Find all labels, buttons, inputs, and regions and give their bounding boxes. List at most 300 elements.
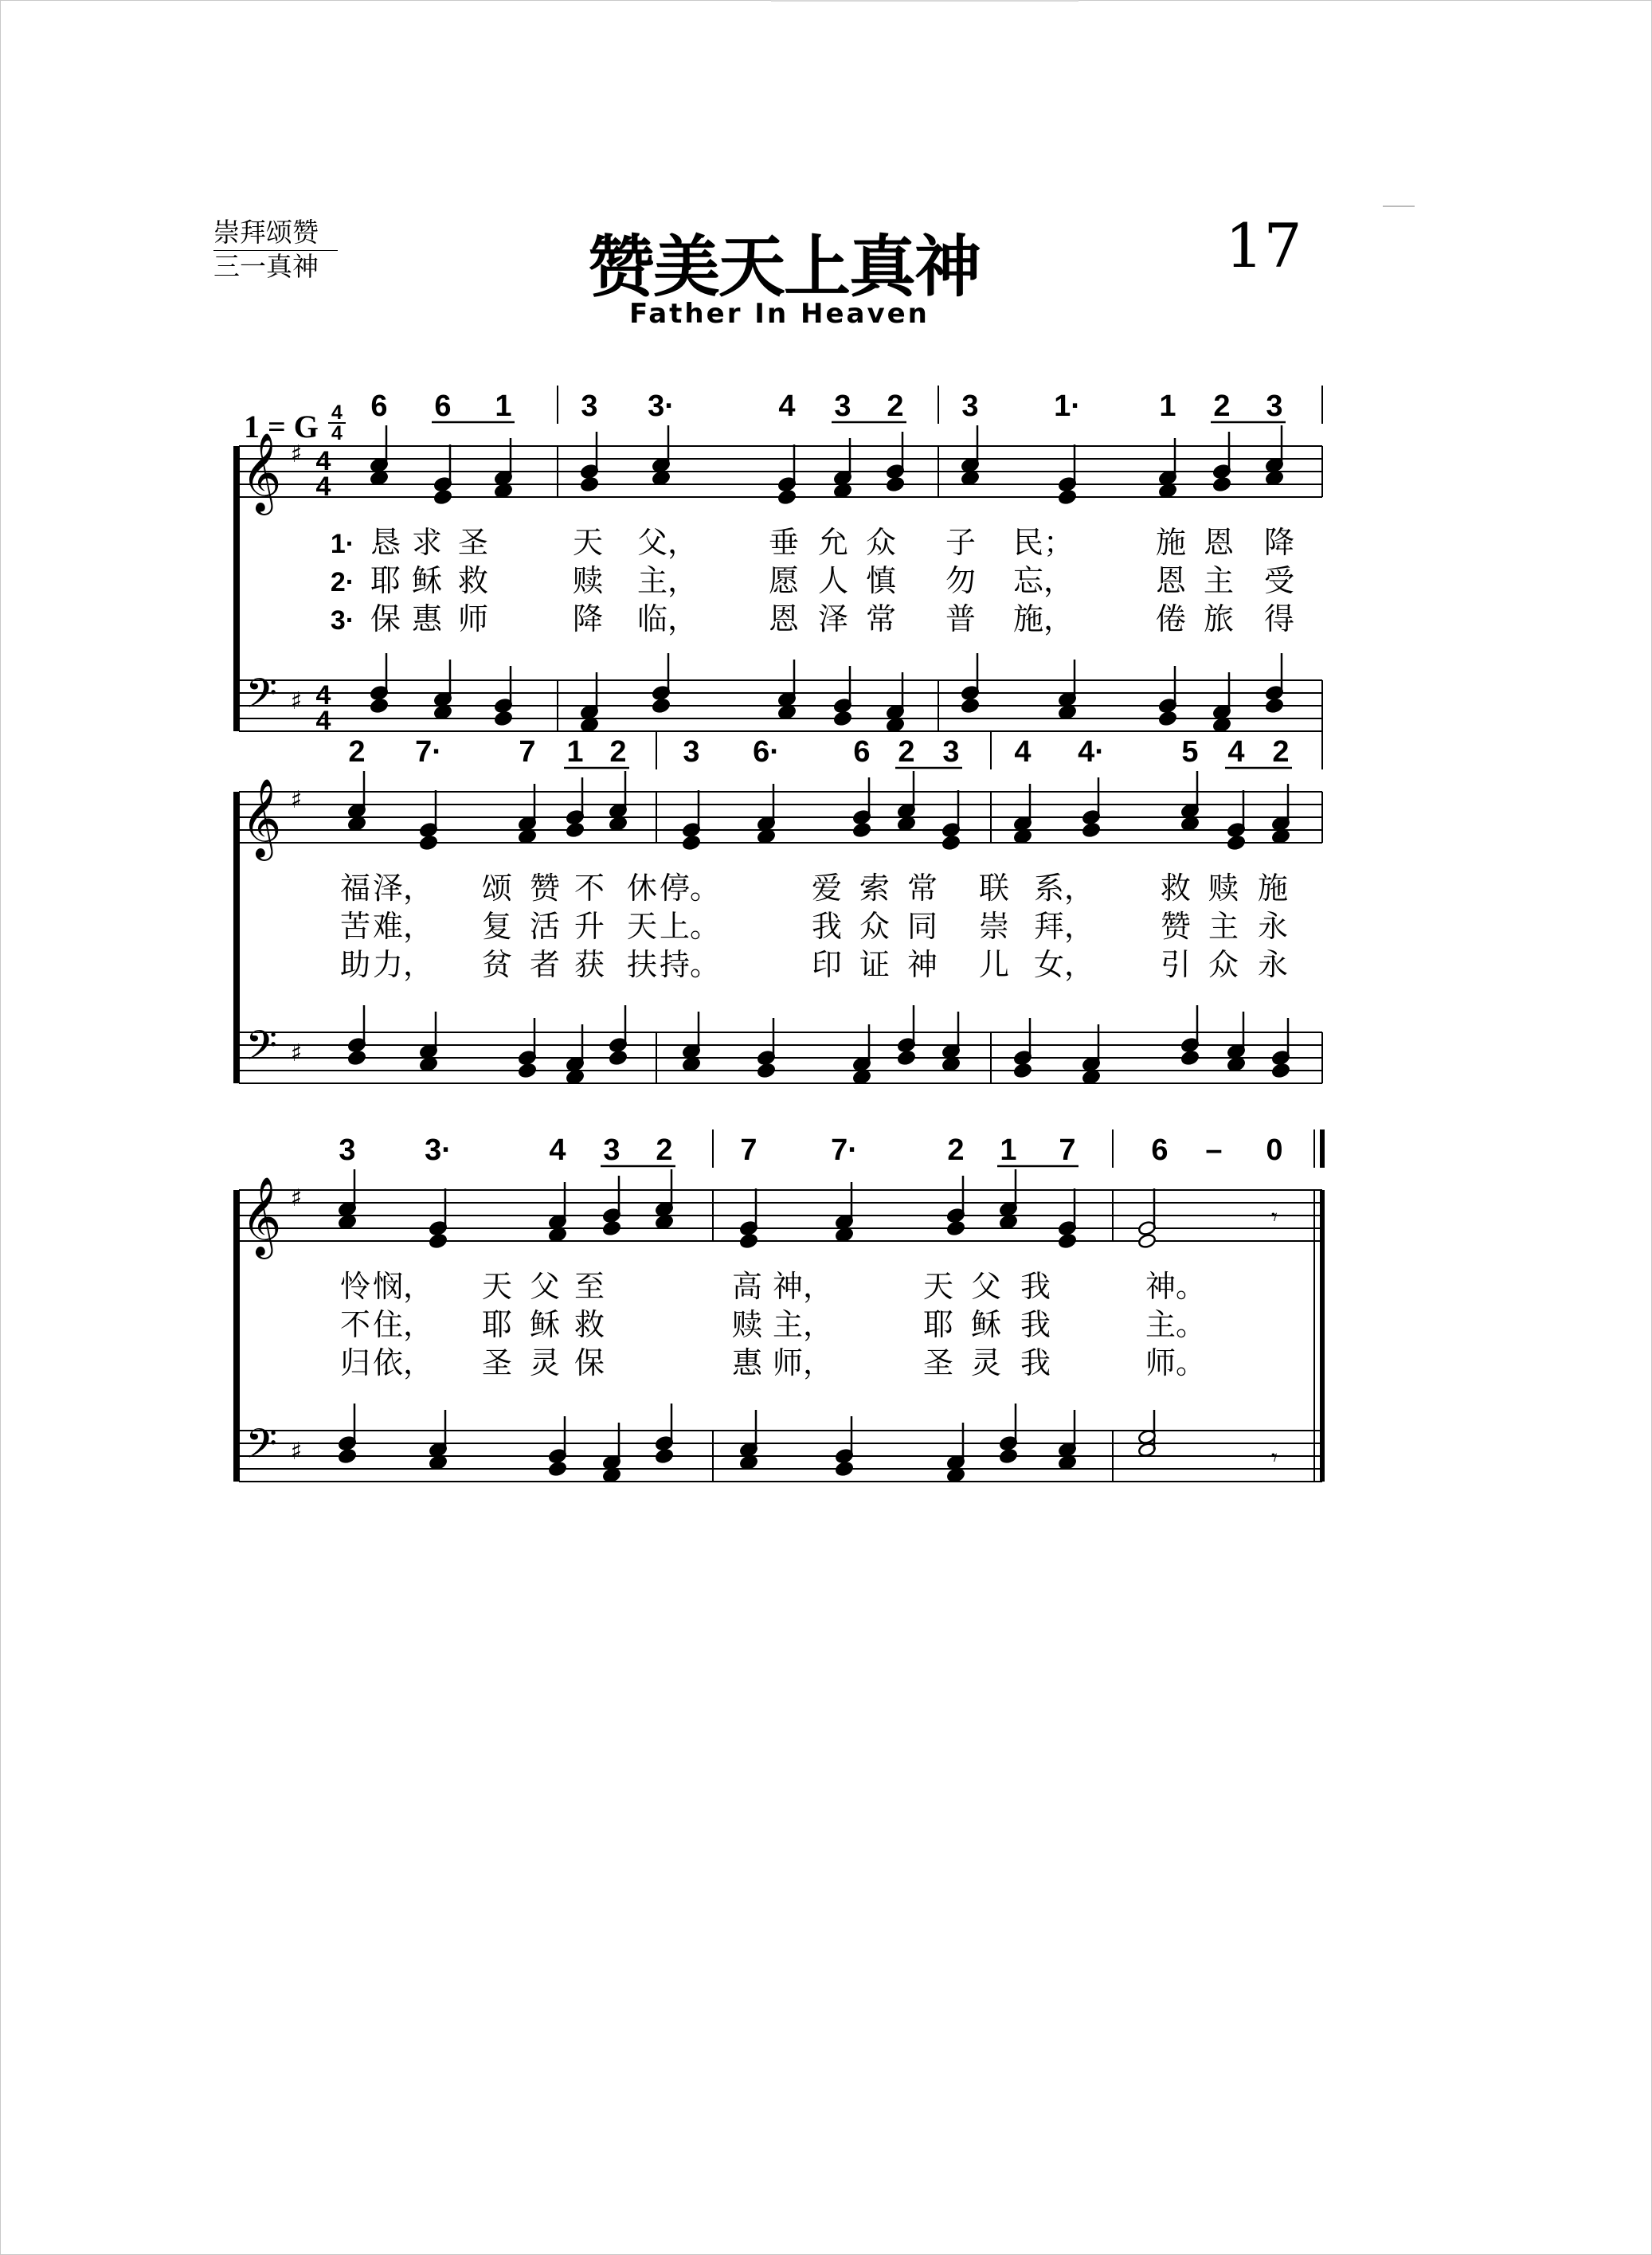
bass-note (946, 1423, 965, 1470)
notehead (494, 483, 513, 499)
bass-chord-note (609, 1050, 628, 1066)
notehead (1227, 1056, 1246, 1072)
jianpu-note: 3 (581, 390, 598, 423)
lyric-syllable: 普 (945, 601, 977, 636)
bass-chord-note (602, 1467, 621, 1483)
lyric-syllable: 者 (529, 947, 561, 982)
lyric-syllable: 赎 (731, 1307, 763, 1342)
lyric-syllable: 永 (1257, 909, 1289, 944)
treble-chord-note (999, 1214, 1018, 1230)
jianpu-note: 6 (370, 390, 388, 423)
jianpu-note: 7· (415, 735, 442, 769)
notehead (757, 828, 776, 844)
notehead (338, 1214, 357, 1230)
lyric-syllable: 索 (859, 871, 891, 906)
treble-time-bottom: 4 (315, 472, 331, 502)
bass-note (1227, 1012, 1246, 1059)
notehead (1137, 1233, 1157, 1249)
bass-note (1271, 1018, 1290, 1066)
notehead (1013, 828, 1032, 844)
jianpu-note: 3 (834, 390, 851, 423)
notehead (433, 704, 452, 720)
treble-clef-icon: 𝄞 (241, 1176, 282, 1256)
treble-note (1058, 1188, 1077, 1236)
bass-chord-note (682, 1056, 701, 1072)
treble-note (1212, 432, 1231, 480)
notehead (655, 1448, 674, 1464)
notehead (1265, 470, 1284, 486)
lyric-syllable: 人 (817, 563, 849, 598)
verse-number: 3· (330, 605, 355, 636)
lyric-syllable: 力， (372, 947, 434, 982)
treble-note (833, 438, 852, 486)
treble-chord-note (1212, 476, 1231, 492)
lyric-syllable: 垂 (768, 525, 800, 560)
jianpu-note: 4 (1014, 735, 1032, 769)
notehead (897, 816, 916, 832)
treble-note (609, 771, 628, 819)
treble-chord-note (1058, 489, 1077, 505)
jianpu-note: 5 (1181, 735, 1199, 769)
jianpu-note: 0 (1266, 1133, 1283, 1167)
bass-note (518, 1018, 537, 1066)
notehead (1058, 1233, 1077, 1249)
notehead (946, 1220, 965, 1236)
lyric-syllable: 苦 (339, 909, 371, 944)
notehead (433, 489, 452, 505)
treble-note (518, 784, 537, 832)
treble-chord-note (548, 1227, 567, 1243)
lyric-syllable: 保 (370, 601, 401, 636)
notehead (1013, 1063, 1032, 1079)
jianpu-note: 3 (603, 1133, 620, 1167)
notehead (1227, 835, 1246, 851)
key-sharp-icon: ♯ (290, 786, 303, 814)
lyric-syllable: 赎 (1208, 871, 1239, 906)
lyric-syllable: 拜， (1033, 909, 1095, 944)
lyric-syllable: 上。 (659, 909, 721, 944)
jianpu-note: 2 (1272, 735, 1290, 769)
treble-chord-note (494, 483, 513, 499)
lyric-syllable: 圣 (481, 1345, 513, 1380)
lyric-syllable: 怜 (339, 1269, 371, 1304)
key-signature: 1 = G (244, 409, 319, 444)
bass-note (777, 660, 797, 707)
notehead (580, 476, 599, 492)
lyric-syllable: 赎 (572, 563, 604, 598)
treble-chord-note (1082, 822, 1101, 838)
jianpu-note: 4· (1078, 735, 1105, 769)
treble-chord-note (419, 835, 438, 851)
treble-chord-note (652, 470, 671, 486)
lyric-syllable: 至 (574, 1269, 605, 1304)
lyric-syllable: 福 (339, 871, 371, 906)
bass-chord-note (347, 1050, 366, 1066)
lyric-syllable: 救 (457, 563, 489, 598)
lyric-syllable: 主。 (1145, 1307, 1207, 1342)
lyric-syllable: 父 (529, 1269, 561, 1304)
lyric-syllable: 贫 (481, 947, 513, 982)
lyric-syllable: 父， (636, 525, 699, 560)
treble-note (852, 777, 871, 825)
treble-half-chord (1137, 1233, 1157, 1249)
jianpu-note: 2 (947, 1133, 965, 1167)
jianpu-note: 2 (348, 735, 366, 769)
treble-note (1013, 784, 1032, 832)
jianpu-note: 3 (339, 1133, 356, 1167)
category-sub: 三一真神 (213, 251, 319, 282)
lyric-syllable: 我 (1020, 1345, 1051, 1380)
treble-chord-note (757, 828, 776, 844)
bass-note (602, 1423, 621, 1470)
treble-note (1180, 771, 1200, 819)
lyric-syllable: 旅 (1203, 601, 1235, 636)
notehead (1158, 711, 1177, 726)
notehead (370, 470, 389, 486)
treble-note (757, 784, 776, 832)
notehead (655, 1214, 674, 1230)
notehead (494, 711, 513, 726)
bass-chord-note (1271, 1063, 1290, 1079)
notehead (1058, 1454, 1077, 1470)
lyric-syllable: 我 (811, 909, 843, 944)
notehead (1058, 704, 1077, 720)
notehead (1180, 1050, 1200, 1066)
eighth-rest-icon: 𝄾 (1271, 1204, 1278, 1231)
notehead (1082, 1069, 1101, 1085)
treble-note (580, 432, 599, 480)
bass-chord-note (652, 698, 671, 714)
lyric-syllable: 颂 (481, 871, 513, 906)
treble-chord-note (1271, 828, 1290, 844)
bass-note (886, 672, 905, 720)
lyric-syllable: 依， (372, 1345, 434, 1380)
lyric-syllable: 降 (1263, 525, 1295, 560)
lyric-syllable: 圣 (457, 525, 489, 560)
bass-note (1013, 1018, 1032, 1066)
jianpu-note: 4 (1227, 735, 1245, 769)
treble-chord-note (1058, 1233, 1077, 1249)
notehead (419, 835, 438, 851)
lyric-syllable: 复 (481, 909, 513, 944)
lyric-syllable: 升 (574, 909, 605, 944)
treble-note (433, 444, 452, 492)
treble-chord-note (580, 476, 599, 492)
treble-note (1058, 444, 1077, 492)
bass-chord-note (1013, 1063, 1032, 1079)
notehead (1271, 1063, 1290, 1079)
bass-note (852, 1024, 871, 1072)
treble-note (429, 1188, 448, 1236)
treble-note (494, 438, 513, 486)
notehead (609, 816, 628, 832)
lyric-syllable: 联 (978, 871, 1010, 906)
lyric-syllable: 天 (572, 525, 604, 560)
lyric-syllable: 系， (1033, 871, 1095, 906)
lyric-syllable: 恩 (1203, 525, 1235, 560)
jianpu-note: 7 (740, 1133, 757, 1167)
treble-chord-note (602, 1220, 621, 1236)
lyric-syllable: 救 (574, 1307, 605, 1342)
lyric-syllable: 保 (574, 1345, 605, 1380)
lyric-syllable: 归 (339, 1345, 371, 1380)
verse-number: 1· (330, 529, 355, 559)
notehead (961, 698, 980, 714)
treble-note (946, 1176, 965, 1223)
lyric-syllable: 愿 (768, 563, 800, 598)
lyric-syllable: 降 (572, 601, 604, 636)
notehead (347, 1050, 366, 1066)
jianpu-note: 7 (1059, 1133, 1076, 1167)
notehead (580, 717, 599, 733)
bass-chord-note (548, 1461, 567, 1477)
jianpu-note: 6 (434, 390, 452, 423)
notehead (833, 711, 852, 726)
bass-chord-note (833, 711, 852, 726)
lyric-syllable: 天 (922, 1269, 954, 1304)
treble-chord-note (886, 476, 905, 492)
treble-time-top: 4 (315, 446, 331, 476)
lyric-syllable: 持。 (659, 947, 721, 982)
lyric-syllable: 主， (636, 563, 699, 598)
bass-clef-icon: 𝄢 (245, 1021, 277, 1079)
jianpu-note: 1 (495, 390, 512, 423)
treble-chord-note (1180, 816, 1200, 832)
jianpu-note: 2 (887, 390, 904, 423)
lyric-syllable: 证 (859, 947, 891, 982)
lyric-syllable: 稣 (411, 563, 443, 598)
treble-note (941, 790, 961, 838)
notehead (852, 1069, 871, 1085)
bass-chord-note (1082, 1069, 1101, 1085)
treble-chord-note (852, 822, 871, 838)
lyric-syllable: 不 (339, 1307, 371, 1342)
treble-note (739, 1188, 758, 1236)
lyric-syllable: 赞 (1160, 909, 1192, 944)
lyric-syllable: 子 (945, 525, 977, 560)
treble-note (370, 425, 389, 473)
bass-chord-note (777, 704, 797, 720)
lyric-syllable: 天 (481, 1269, 513, 1304)
bass-note (433, 660, 452, 707)
lyric-syllable: 耶 (922, 1307, 954, 1342)
bass-note (566, 1024, 585, 1072)
bass-note (833, 666, 852, 714)
notehead (518, 1063, 537, 1079)
treble-chord-note (370, 470, 389, 486)
bass-chord-note (419, 1056, 438, 1072)
jianpu-note: 4 (778, 390, 796, 423)
notehead (338, 1448, 357, 1464)
bass-note (548, 1416, 567, 1464)
lyric-syllable: 稣 (529, 1307, 561, 1342)
lyric-syllable: 神， (772, 1269, 834, 1304)
lyric-syllable: 难， (372, 909, 434, 944)
key-sharp-icon: ♯ (290, 440, 303, 468)
lyric-syllable: 同 (906, 909, 938, 944)
treble-chord-note (833, 483, 852, 499)
treble-note (602, 1176, 621, 1223)
bass-chord-note (1227, 1056, 1246, 1072)
bass-chord-note (655, 1448, 674, 1464)
notehead (946, 1467, 965, 1483)
lyric-syllable: 临， (636, 601, 699, 636)
lyric-syllable: 女， (1033, 947, 1095, 982)
jianpu-note: 1 (1159, 390, 1176, 423)
lyric-syllable: 崇 (978, 909, 1010, 944)
bass-note (1058, 660, 1077, 707)
bass-time-top: 4 (315, 680, 331, 711)
lyric-syllable: 引 (1160, 947, 1192, 982)
lyric-syllable: 耶 (370, 563, 401, 598)
bass-note (961, 653, 980, 701)
lyric-syllable: 众 (859, 909, 891, 944)
jianpu-note: 3 (961, 390, 979, 423)
treble-note (566, 777, 585, 825)
time-bottom: 4 (328, 422, 346, 443)
treble-note (1271, 784, 1290, 832)
bass-note (419, 1012, 438, 1059)
jianpu-note: 2 (1213, 390, 1231, 423)
lyric-syllable: 永 (1257, 947, 1289, 982)
bass-chord-note (835, 1461, 854, 1477)
notehead (886, 476, 905, 492)
jianpu-note: 6· (753, 735, 780, 769)
bass-time-bottom: 4 (315, 706, 331, 736)
bass-chord-note (999, 1448, 1018, 1464)
notehead (429, 1233, 448, 1249)
jianpu-note: 2 (898, 735, 915, 769)
notehead (370, 698, 389, 714)
jianpu-note: 3 (1266, 390, 1283, 423)
verse-number: 2· (330, 567, 355, 597)
bass-note (1058, 1410, 1077, 1458)
lyric-syllable: 活 (529, 909, 561, 944)
treble-note (886, 432, 905, 480)
notehead (429, 1454, 448, 1470)
jianpu-note: 3· (648, 390, 675, 423)
bass-note (1212, 672, 1231, 720)
bass-note (609, 1005, 628, 1053)
lyric-syllable: 主， (772, 1307, 834, 1342)
treble-chord-note (941, 835, 961, 851)
bass-chord-note (1265, 698, 1284, 714)
notehead (652, 470, 671, 486)
lyric-syllable: 师， (772, 1345, 834, 1380)
lyric-syllable: 我 (1020, 1307, 1051, 1342)
jianpu-note: 3· (425, 1133, 452, 1167)
bass-chord-note (946, 1467, 965, 1483)
notehead (941, 1056, 961, 1072)
bass-note (897, 1005, 916, 1053)
lyric-syllable: 稣 (970, 1307, 1002, 1342)
bass-note (347, 1005, 366, 1053)
lyric-syllable: 住， (372, 1307, 434, 1342)
key-sharp-icon: ♯ (290, 1039, 303, 1067)
bass-chord-note (518, 1063, 537, 1079)
lyric-syllable: 获 (574, 947, 605, 982)
lyric-syllable: 恩 (768, 601, 800, 636)
lyric-syllable: 我 (1020, 1269, 1051, 1304)
jianpu-note: 3 (942, 735, 960, 769)
treble-note (338, 1169, 357, 1217)
notehead (961, 470, 980, 486)
bass-chord-note (897, 1050, 916, 1066)
bass-note (1265, 653, 1284, 701)
notehead (886, 717, 905, 733)
lyric-syllable: 父 (970, 1269, 1002, 1304)
lyric-syllable: 主 (1208, 909, 1239, 944)
lyric-syllable: 得 (1263, 601, 1295, 636)
lyric-syllable: 倦 (1155, 601, 1187, 636)
treble-chord-note (897, 816, 916, 832)
time-top: 4 (331, 401, 343, 424)
bass-note (757, 1018, 776, 1066)
treble-chord-note (429, 1233, 448, 1249)
lyric-syllable: 扶 (626, 947, 658, 982)
notehead (1212, 476, 1231, 492)
lyric-syllable: 印 (811, 947, 843, 982)
lyric-syllable: 停。 (659, 871, 721, 906)
notehead (609, 1050, 628, 1066)
treble-note (347, 771, 366, 819)
treble-note (1082, 777, 1101, 825)
lyric-syllable: 勿 (945, 563, 977, 598)
notehead (566, 1069, 585, 1085)
treble-note (652, 425, 671, 473)
lyric-syllable: 灵 (529, 1345, 561, 1380)
treble-half-note (1137, 1188, 1157, 1236)
jianpu-note: 6 (853, 735, 871, 769)
bass-chord-note (580, 717, 599, 733)
notehead (652, 698, 671, 714)
bass-chord-note (338, 1448, 357, 1464)
notehead (419, 1056, 438, 1072)
notehead (1271, 828, 1290, 844)
notehead (518, 828, 537, 844)
treble-note (835, 1182, 854, 1230)
notehead (682, 835, 701, 851)
bass-chord-note (433, 704, 452, 720)
notehead (1265, 698, 1284, 714)
notehead (757, 1063, 776, 1079)
bass-chord-note (941, 1056, 961, 1072)
notehead (835, 1227, 854, 1243)
lyric-syllable: 赞 (529, 871, 561, 906)
bass-chord-note (1058, 1454, 1077, 1470)
lyric-syllable: 师 (457, 601, 489, 636)
notehead (1158, 483, 1177, 499)
treble-note (655, 1169, 674, 1217)
bass-note (429, 1410, 448, 1458)
notehead (1180, 816, 1200, 832)
bass-note (1158, 666, 1177, 714)
notehead (852, 822, 871, 838)
lyric-syllable: 恩 (1155, 563, 1187, 598)
treble-chord-note (347, 816, 366, 832)
bass-chord-note (739, 1454, 758, 1470)
jianpu-note: – (1205, 1133, 1223, 1167)
bass-chord-note (370, 698, 389, 714)
notehead (941, 835, 961, 851)
treble-note (1265, 425, 1284, 473)
lyric-syllable: 神。 (1145, 1269, 1207, 1304)
lyric-syllable: 救 (1160, 871, 1192, 906)
treble-note (777, 444, 797, 492)
notehead (548, 1461, 567, 1477)
bass-note (739, 1410, 758, 1458)
bass-chord-note (886, 717, 905, 733)
